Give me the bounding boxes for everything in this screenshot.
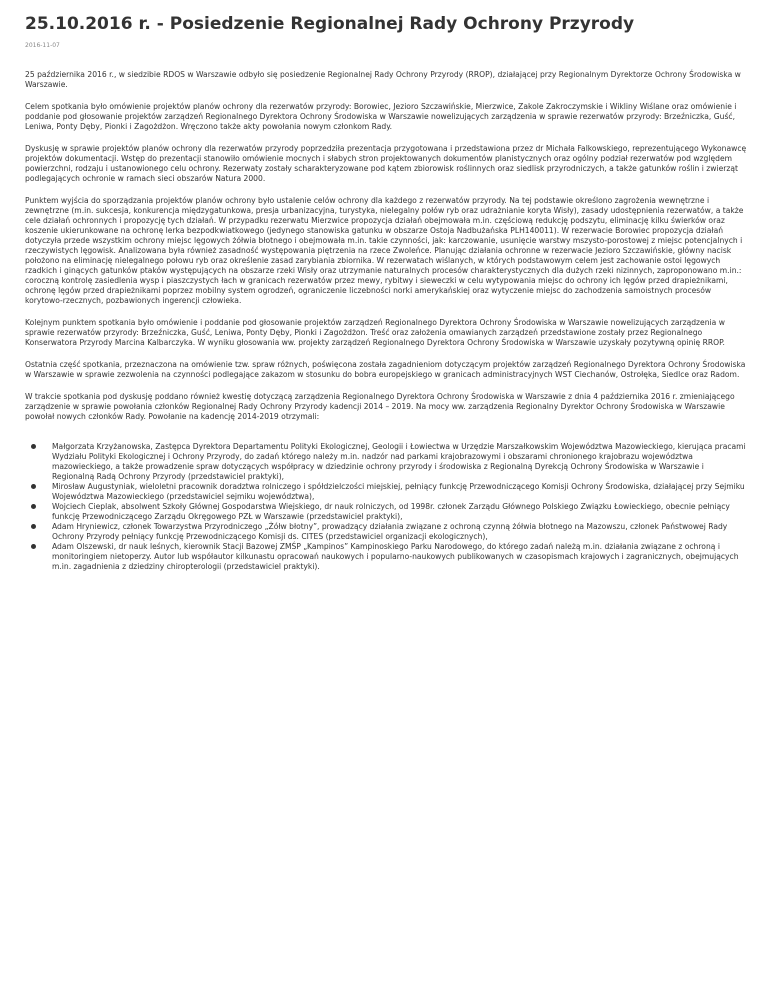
paragraph: W trakcie spotkania pod dyskusję poddano również kwestię dotyczącą zarządzenia Regionalnego Dyrektora Ochrony Środowiska w Warszawie z dnia 4 października 2016 r. zmieniającego zarządzenie w sprawie powołania członków Regionalnej Rady Ochrony Przyrody kadencji 2014 – 2019. Na mocy ww. zarządzenia Regionalny Dyrektor Ochrony Środowiska w Warszawie powołał nowych członków Rady. Powołanie na kadencję 2014-2019 otrzymali:: [25, 392, 735, 421]
bullet-icon: [31, 484, 36, 489]
list-item: [25, 502, 748, 522]
members-list: [25, 442, 748, 572]
paragraph: 25 października 2016 r., w siedzibie RDOS w Warszawie odbyło się posiedzenie Regionalnej Rady Ochrony Przyrody (RROP), działającej przy Regionalnym Dyrektorze Ochrony Środowiska w Warszawie.: [25, 70, 741, 89]
paragraph: Punktem wyjścia do sporządzania projektów planów ochrony było ustalenie celów ochrony dla każdego z rezerwatów przyrody. Na tej podstawie określono zagrożenia wewnętrzne i zewnętrzne (m.in. sukcesja, konkurencja międzygatunkowa, presja urbanizacyjna, turystyka, nielegalny połów ryb oraz udrażnianie koryta Wisły), zasady udostępnienia rezerwatów, a także cele działań ochronnych i propozycję tych działań. W przypadku rezerwatu Mierzwice propozycja działań obejmowała m.in. częściową redukcję podszytu, eliminację kilku świerków oraz koszenie ukierunkowane na ochronę lerka bezpodkwiatkowego (jedynego stanowiska gatunku w obszarze Ostoja Nadbużańska PLH140011). W rezerwacie Borowiec propozycja działań dotyczyła przede wszystkim ochrony miejsc lęgowych żółwia błotnego i obejmowała m.in. takie czynności, jak: karczowanie, usunięcie warstwy mszysto-porostowej z miejsc potencjalnych i rzeczywistych lęgowisk. Analizowana była również zasadność występowania piętrzenia na rzece Zwoleńce. Planując działania ochronne w rezerwacie Jezioro Szczawińskie, główny nacisk położono na eliminację nielegalnego połowu ryb oraz określenie zasad zarybiania zbiornika. W rezerwatach wiślanych, w których podstawowym celem jest zachowanie ostoi lęgowych rzadkich i ginących gatunków ptaków występujących na obszarze rzeki Wisły oraz utrzymanie naturalnych procesów charakterystycznych dla dużych rzeki nizinnych, zaproponowano m.in.: coroczną kontrolę zasiedlenia wysp i piaszczystych łach w granicach rezerwatów przez mewy, rybitwy i sieweczki w celu wytypowania miejsc do ochrony ich lęgów przed drapieżnikami, ochronę lęgów przed drapieżnikami poprzez mobilny system ogrodzeń, ograniczenie liczebności norki amerykańskiej oraz wytyczenie miejsc do zachodzenia samoistnych procesów korytowo-rzecznych, pozbawionych ingerencji człowieka.: [25, 196, 744, 305]
paragraph: Celem spotkania było omówienie projektów planów ochrony dla rezerwatów przyrody: Borowiec, Jezioro Szczawińskie, Mierzwice, Zakole Zakroczymskie i Wikliny Wiślane oraz omówienie i poddanie pod głosowanie projektów zarządzeń Regionalnego Dyrektora Ochrony Środowiska w Warszawie nowelizujących zarządzenia w sprawie rezerwatów przyrody: Brzeźniczka, Guść, Leniwa, Ponty Dęby, Pionki i Zagożdżon. Wręczono także akty powołania nowym członkom Rady.: [25, 102, 737, 131]
list-item-text: Małgorzata Krzyżanowska, Zastępca Dyrektora Departamentu Polityki Ekologicznej, Geologii i Łowiectwa w Urzędzie Marszałkowskim Województwa Mazowieckiego, kierująca pracami Wydziału Polityki Ekologicznej i Ochrony Przyrody, do zadań którego należy m.in. nadzór nad parkami krajobrazowymi i obszarami chronionego krajobrazu województwa mazowieckiego, a także prowadzenie spraw dotyczących współpracy w dziedzinie ochrony przyrody i środowiska z Regionalną Dyrekcją Ochrony Środowiska w Warszawie i Regionalną Radą Ochrony Przyrody (przedstawiciel praktyki),: [52, 442, 746, 481]
article-title: 25.10.2016 r. - Posiedzenie Regionalnej Rady Ochrony Przyrody: [25, 14, 635, 34]
list-item: [25, 442, 748, 482]
list-item: [25, 542, 748, 572]
bullet-icon: [31, 544, 36, 549]
bullet-icon: [31, 504, 36, 509]
bullet-icon: [31, 524, 36, 529]
publish-date: 2016-11-07: [25, 42, 60, 49]
paragraph: Ostatnia część spotkania, przeznaczona na omówienie tzw. spraw różnych, poświęcona została zagadnieniom dotyczącym projektów zarządzeń Regionalnego Dyrektora Ochrony Środowiska w Warszawie w sprawie zezwolenia na czynności podlegające zakazom w stosunku do bobra europejskiego w granicach administracyjnych WST Ciechanów, Ostrołęka, Siedlce oraz Radom.: [25, 360, 746, 379]
list-item-text: Mirosław Augustyniak, wieloletni pracownik doradztwa rolniczego i spółdzielczości miejskiej, pełniący funkcję Przewodniczącego Komisji Ochrony Środowiska, działającej przy Sejmiku Województwa Mazowieckiego (przedstawiciel sejmiku województwa),: [52, 482, 745, 501]
list-item: [25, 522, 748, 542]
paragraph: Dyskusję w sprawie projektów planów ochrony dla rezerwatów przyrody poprzedziła prezentacja przygotowana i przedstawiona przez dr Michała Falkowskiego, reprezentującego Wykonawcę projektów dokumentacji. Wstęp do prezentacji stanowiło omówienie mocnych i słabych stron projektowanych dokumentów planistycznych oraz ogólny podział rezerwatów pod względem powierzchni, rodzaju i ustanowionego celu ochrony. Rezerwaty zostały scharakteryzowane pod kątem zbiorowisk roślinnych oraz siedlisk przyrodniczych, a także gatunków roślin i zwierząt podlegających ochronie w ramach sieci obszarów Natura 2000.: [25, 144, 747, 183]
list-item: [25, 482, 748, 502]
bullet-icon: [31, 444, 36, 449]
paragraph: Kolejnym punktem spotkania było omówienie i poddanie pod głosowanie projektów zarządzeń Regionalnego Dyrektora Ochrony Środowiska w Warszawie nowelizujących zarządzenia w sprawie rezerwatów przyrody: Brzeźniczka, Guść, Leniwa, Ponty Dęby, Pionki i Zagożdżon. Treść oraz założenia omawianych zarządzeń przedstawione zostały przez Regionalnego Konserwatora Przyrody Marcina Kalbarczyka. W wyniku głosowania ww. projekty zarządzeń Regionalnego Dyrektora Ochrony Środowiska w Warszawie uzyskały pozytywną opinię RROP.: [25, 318, 725, 347]
list-item-text: Wojciech Cieplak, absolwent Szkoły Głównej Gospodarstwa Wiejskiego, dr nauk rolniczych, od 1998r. członek Zarządu Głównego Polskiego Związku Łowieckiego, obecnie pełniący funkcję Przewodniczącego Zarządu Okręgowego PZŁ w Warszawie (przedstawiciel praktyki),: [52, 502, 730, 521]
list-item-text: Adam Olszewski, dr nauk leśnych, kierownik Stacji Bazowej ZMŚP „Kampinos” Kampinoskiego Parku Narodowego, do którego zadań należą m.in. działania związane z ochroną i monitoringiem nietoperzy. Autor lub współautor kilkunastu opracowań naukowych i popularno-naukowych publikowanych w czasopismach krajowych i zagranicznych, obejmujących m.in. zagadnienia z dziedziny chiropterologii (przedstawiciel praktyki).: [52, 542, 739, 571]
list-item-text: Adam Hryniewicz, członek Towarzystwa Przyrodniczego „Żółw błotny”, prowadzący działania związane z ochroną czynną żółwia błotnego na Mazowszu, członek Państwowej Rady Ochrony Przyrody pełniący funkcję Przewodniczącego Komisji ds. CITES (przedstawiciel organizacji ekologicznych),: [52, 522, 728, 541]
